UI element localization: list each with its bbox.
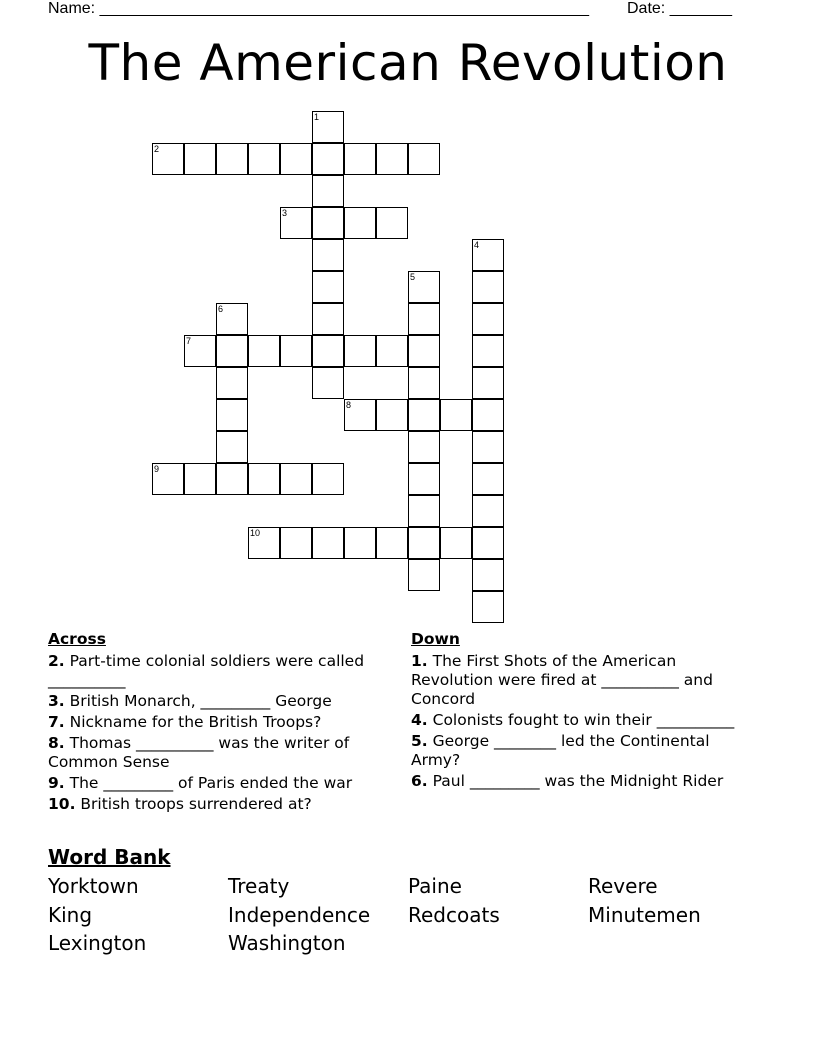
grid-cell[interactable] bbox=[312, 143, 344, 175]
grid-cell[interactable] bbox=[376, 335, 408, 367]
grid-cell[interactable] bbox=[472, 591, 504, 623]
grid-cell[interactable] bbox=[472, 239, 504, 271]
grid-cell[interactable] bbox=[216, 143, 248, 175]
grid-cell[interactable] bbox=[472, 559, 504, 591]
grid-cell[interactable] bbox=[344, 399, 376, 431]
clue-number: 2 bbox=[154, 144, 160, 154]
grid-cell[interactable] bbox=[344, 527, 376, 559]
grid-cell[interactable] bbox=[344, 335, 376, 367]
grid-cell[interactable] bbox=[408, 495, 440, 527]
grid-cell[interactable] bbox=[312, 239, 344, 271]
grid-cell[interactable] bbox=[472, 335, 504, 367]
grid-cell[interactable] bbox=[216, 335, 248, 367]
grid-cell[interactable] bbox=[408, 367, 440, 399]
grid-cell[interactable] bbox=[472, 367, 504, 399]
clue-across-7: 7. Nickname for the British Troops? bbox=[48, 713, 322, 731]
word-bank-item: Revere bbox=[588, 874, 658, 898]
clue-down-4: 4. Colonists fought to win their __________ bbox=[411, 711, 735, 729]
grid-cell[interactable] bbox=[216, 303, 248, 335]
word-bank-item: Lexington bbox=[48, 931, 147, 955]
clue-down-5: 5. George ________ led the Continental Army? bbox=[411, 732, 710, 769]
grid-cell[interactable] bbox=[408, 431, 440, 463]
grid-cell[interactable] bbox=[312, 207, 344, 239]
grid-cell[interactable] bbox=[312, 527, 344, 559]
grid-cell[interactable] bbox=[472, 463, 504, 495]
grid-cell[interactable] bbox=[248, 463, 280, 495]
grid-cell[interactable] bbox=[472, 431, 504, 463]
grid-cell[interactable] bbox=[312, 367, 344, 399]
word-bank-item: Paine bbox=[408, 874, 462, 898]
grid-cell[interactable] bbox=[312, 111, 344, 143]
grid-cell[interactable] bbox=[280, 335, 312, 367]
grid-cell[interactable] bbox=[280, 207, 312, 239]
grid-cell[interactable] bbox=[216, 367, 248, 399]
grid-cell[interactable] bbox=[280, 527, 312, 559]
grid-cell[interactable] bbox=[184, 463, 216, 495]
word-bank-item: Washington bbox=[228, 931, 346, 955]
grid-cell[interactable] bbox=[472, 527, 504, 559]
down-clues bbox=[411, 630, 756, 793]
word-bank-item: Redcoats bbox=[408, 903, 500, 927]
across-clues bbox=[48, 630, 393, 816]
grid-cell[interactable] bbox=[376, 143, 408, 175]
clue-across-3: 3. British Monarch, _________ George bbox=[48, 692, 332, 710]
grid-cell[interactable] bbox=[408, 303, 440, 335]
date-field[interactable]: Date: _______ bbox=[627, 0, 732, 17]
grid-cell[interactable] bbox=[280, 143, 312, 175]
grid-cell[interactable] bbox=[312, 303, 344, 335]
clue-number: 10 bbox=[250, 528, 261, 538]
grid-cell[interactable] bbox=[376, 207, 408, 239]
clue-number: 9 bbox=[154, 464, 160, 474]
grid-cell[interactable] bbox=[472, 495, 504, 527]
grid-cell[interactable] bbox=[312, 463, 344, 495]
name-field[interactable]: Name: _______________________________________________________ bbox=[48, 0, 589, 17]
grid-cell[interactable] bbox=[248, 527, 280, 559]
grid-cell[interactable] bbox=[344, 143, 376, 175]
clue-number: 1 bbox=[314, 112, 320, 122]
grid-cell[interactable] bbox=[408, 143, 440, 175]
clue-across-10: 10. British troops surrendered at? bbox=[48, 795, 312, 813]
grid-cell[interactable] bbox=[184, 143, 216, 175]
grid-cell[interactable] bbox=[216, 399, 248, 431]
grid-cell[interactable] bbox=[472, 399, 504, 431]
clue-across-9: 9. The _________ of Paris ended the war bbox=[48, 774, 353, 792]
grid-cell[interactable] bbox=[472, 303, 504, 335]
grid-cell[interactable] bbox=[152, 143, 184, 175]
word-bank-title: Word Bank bbox=[48, 845, 171, 869]
grid-cell[interactable] bbox=[376, 399, 408, 431]
grid-cell[interactable] bbox=[344, 207, 376, 239]
grid-cell[interactable] bbox=[312, 335, 344, 367]
grid-cell[interactable] bbox=[408, 271, 440, 303]
grid-cell[interactable] bbox=[280, 463, 312, 495]
word-bank-item: Minutemen bbox=[588, 903, 701, 927]
grid-cell[interactable] bbox=[248, 143, 280, 175]
grid-cell[interactable] bbox=[472, 271, 504, 303]
across-heading: Across bbox=[48, 630, 106, 648]
clue-number: 3 bbox=[282, 208, 288, 218]
grid-cell[interactable] bbox=[408, 335, 440, 367]
grid-cell[interactable] bbox=[408, 463, 440, 495]
clue-number: 5 bbox=[410, 272, 416, 282]
clue-down-6: 6. Paul _________ was the Midnight Rider bbox=[411, 772, 724, 790]
word-bank-item: Independence bbox=[228, 903, 371, 927]
grid-cell[interactable] bbox=[408, 559, 440, 591]
clue-across-8: 8. Thomas __________ was the writer of Common Sense bbox=[48, 734, 350, 771]
word-bank-item: Yorktown bbox=[48, 874, 139, 898]
grid-cell[interactable] bbox=[312, 271, 344, 303]
clue-across-2: 2. Part-time colonial soldiers were called __________ bbox=[48, 652, 365, 689]
clue-number: 6 bbox=[218, 304, 224, 314]
grid-cell[interactable] bbox=[248, 335, 280, 367]
grid-cell[interactable] bbox=[184, 335, 216, 367]
grid-cell[interactable] bbox=[216, 431, 248, 463]
clue-down-1: 1. The First Shots of the American Revolution were fired at __________ and Concord bbox=[411, 652, 713, 708]
grid-cell[interactable] bbox=[376, 527, 408, 559]
grid-cell[interactable] bbox=[408, 527, 440, 559]
grid-cell[interactable] bbox=[440, 527, 472, 559]
grid-cell[interactable] bbox=[440, 399, 472, 431]
clue-number: 7 bbox=[186, 336, 192, 346]
word-bank-item: King bbox=[48, 903, 93, 927]
grid-cell[interactable] bbox=[408, 399, 440, 431]
grid-cell[interactable] bbox=[312, 175, 344, 207]
clue-number: 4 bbox=[474, 240, 480, 250]
page-title: The American Revolution bbox=[88, 34, 728, 92]
grid-cell[interactable] bbox=[216, 463, 248, 495]
grid-cell[interactable] bbox=[152, 463, 184, 495]
clue-number: 8 bbox=[346, 400, 352, 410]
down-heading: Down bbox=[411, 630, 460, 648]
word-bank-item: Treaty bbox=[228, 874, 290, 898]
